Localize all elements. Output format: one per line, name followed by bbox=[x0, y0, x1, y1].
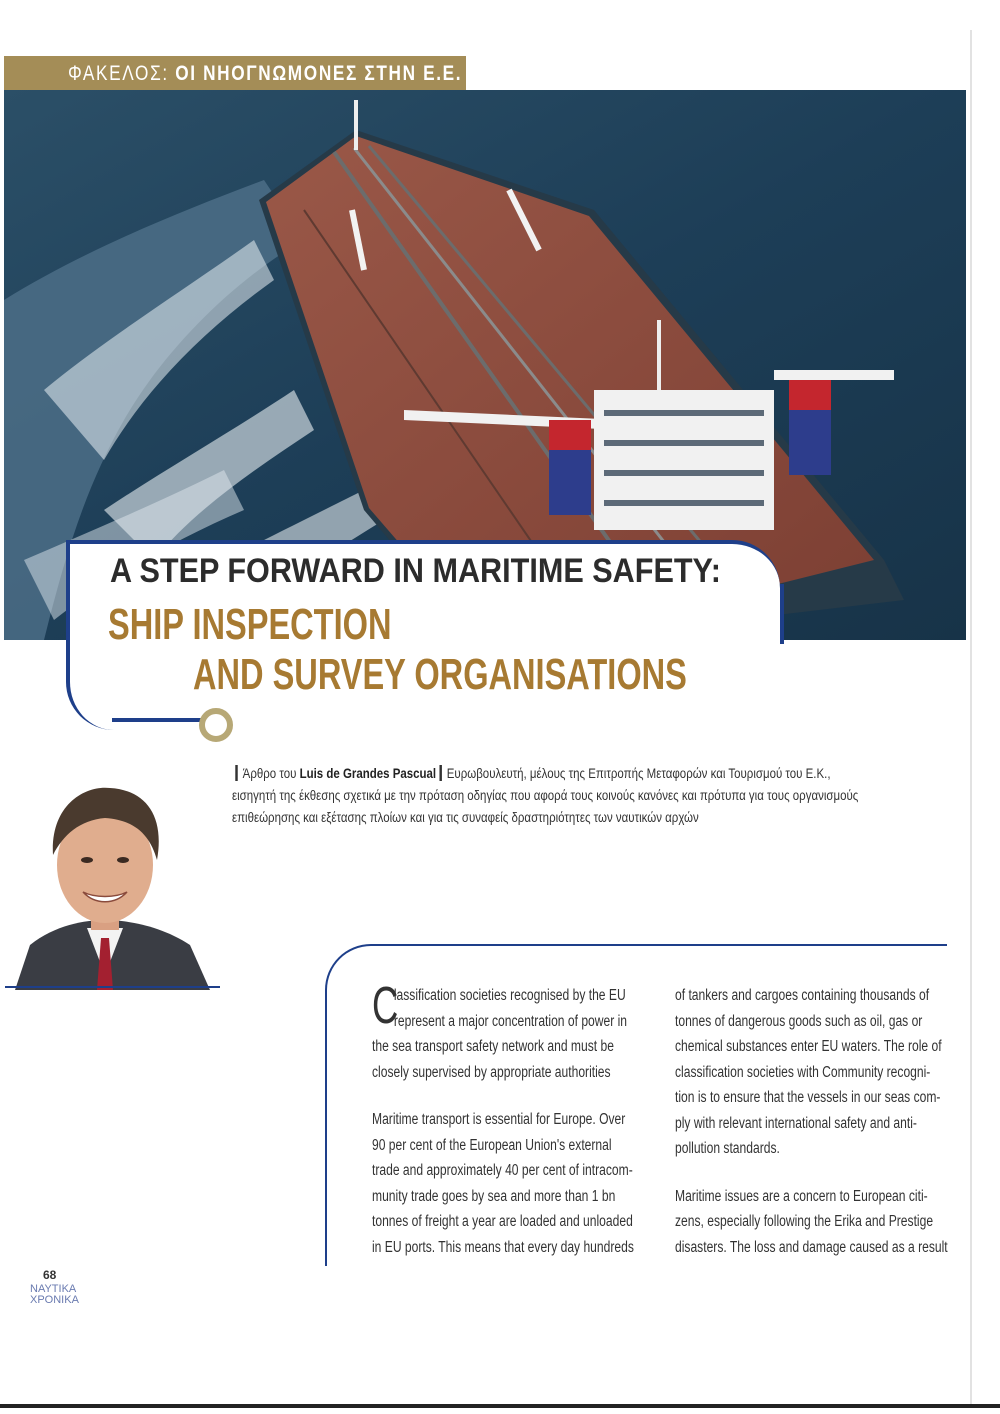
body-line: lassification societies recognised by the EU bbox=[393, 987, 626, 1004]
body-line: tion is to ensure that the vessels in our seas com- bbox=[675, 1089, 941, 1106]
body-line: Maritime transport is essential for Europe. Over bbox=[372, 1111, 626, 1128]
body-line: closely supervised by appropriate authorities bbox=[372, 1063, 611, 1081]
body-line: pollution standards. bbox=[675, 1140, 780, 1157]
title-ring-ornament bbox=[199, 708, 233, 742]
title-frame-line bbox=[112, 718, 206, 722]
byline-role-line1: Ευρωβουλευτή, μέλους της Επιτροπής Μεταφορών και Τουρισμού του Ε.Κ., bbox=[446, 765, 831, 781]
body-column-1 bbox=[372, 983, 652, 1260]
bottom-rule bbox=[0, 1404, 1000, 1408]
article-subhead-line2: AND SURVEY ORGANISATIONS bbox=[193, 650, 687, 699]
magazine-name-line1: ΝΑΥΤΙΚΑ bbox=[30, 1283, 77, 1295]
drop-cap: C bbox=[372, 977, 399, 1035]
body-line: tonnes of dangerous goods such as oil, gas or bbox=[675, 1012, 923, 1030]
byline-author: Luis de Grandes Pascual bbox=[299, 765, 437, 781]
body-line: the sea transport safety network and must be bbox=[372, 1038, 614, 1055]
magazine-name-line2: ΧΡΟΝΙΚΑ bbox=[30, 1294, 79, 1306]
body-column-2 bbox=[675, 983, 955, 1260]
body-line: chemical substances enter EU waters. The role of bbox=[675, 1038, 942, 1055]
magazine-name bbox=[30, 1283, 79, 1306]
body-line: munity trade goes by sea and more than 1 bn bbox=[372, 1187, 616, 1205]
article-headline: A STEP FORWARD IN MARITIME SAFETY: bbox=[110, 552, 721, 590]
body-line: classification societies with Community recogni- bbox=[675, 1063, 931, 1081]
author-photo bbox=[5, 760, 215, 990]
section-prefix: ΦΑΚΕΛΟΣ: bbox=[68, 62, 169, 85]
section-topic: ΟΙ ΝΗΟΓΝΩΜΟΝΕΣ ΣΤΗΝ Ε.Ε. bbox=[175, 62, 463, 85]
body-line: in EU ports. This means that every day hundreds bbox=[372, 1238, 634, 1256]
body-line: ply with relevant international safety and anti- bbox=[675, 1114, 917, 1132]
body-line: of tankers and cargoes containing thousands of bbox=[675, 987, 930, 1004]
page-edge bbox=[970, 30, 972, 1404]
byline-role-line2: εισηγητή της έκθεσης σχετικά με την πρόταση οδηγίας που αφορά τους κοινούς κανόνες και πρότυπα για τους οργανισμούς bbox=[232, 787, 859, 803]
page-number: 68 bbox=[43, 1268, 57, 1282]
section-banner bbox=[4, 56, 466, 90]
body-line: tonnes of freight a year are loaded and unloaded bbox=[372, 1213, 633, 1230]
body-line: zens, especially following the Erika and Prestige bbox=[675, 1213, 934, 1230]
byline-article-by: Άρθρο του bbox=[242, 765, 297, 781]
author-portrait bbox=[5, 760, 215, 990]
article-subhead-line1: SHIP INSPECTION bbox=[108, 600, 392, 649]
body-line: disasters. The loss and damage caused as a result bbox=[675, 1238, 948, 1256]
body-line: Maritime issues are a concern to European citi- bbox=[675, 1187, 928, 1205]
byline bbox=[232, 762, 932, 828]
byline-role-line3: επιθεώρησης και εξέτασης πλοίων και για τις συναφείς δραστηριότητες των ναυτικών αρχών bbox=[232, 809, 699, 825]
body-line: 90 per cent of the European Union's external bbox=[372, 1136, 612, 1154]
portrait-rule bbox=[5, 986, 220, 988]
body-line: trade and approximately 40 per cent of intracom- bbox=[372, 1162, 633, 1179]
body-line: represent a major concentration of power in bbox=[393, 1012, 628, 1030]
